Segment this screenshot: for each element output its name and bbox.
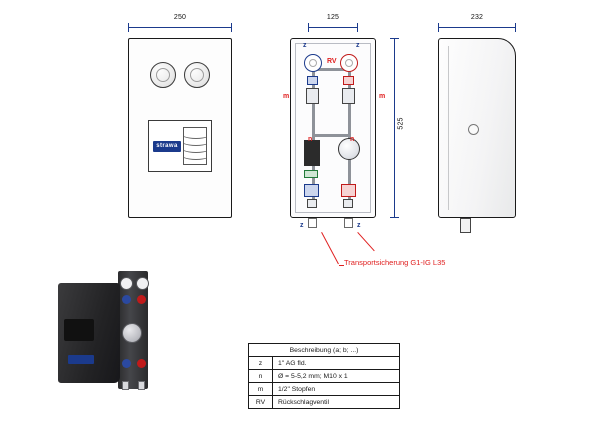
legend-caption: Beschreibung (a; b; ...) (249, 344, 399, 357)
gauge-red-icon (340, 54, 358, 72)
label-m-left: m (283, 93, 290, 100)
photo-gauge-right-icon (136, 277, 149, 290)
gauge-blue-icon (304, 54, 322, 72)
fitting-green (304, 170, 318, 178)
fitting-right-lower (343, 199, 353, 208)
fitting-left-lower (307, 199, 317, 208)
table-row (249, 357, 399, 370)
callout-leader-right (357, 232, 374, 251)
label-z-top-right: z (356, 42, 360, 49)
table-row (249, 370, 399, 383)
label-z-bottom-left: z (300, 222, 304, 229)
callout-leader-left (321, 232, 339, 264)
display-screen (183, 127, 207, 165)
callout-text: Transportsicherung G1-IG L35 (344, 258, 446, 267)
side-view-port-icon (468, 124, 479, 135)
valve-blue-top (307, 76, 318, 85)
legend-key: n (249, 370, 273, 382)
dimension-height-line (394, 38, 395, 218)
label-n-left: n (308, 136, 313, 143)
legend-key: m (249, 383, 273, 395)
brand-logo: strawa (153, 141, 181, 152)
valve-red-top (343, 76, 354, 85)
dimension-height (390, 117, 412, 130)
dimension-height-label: 525 (397, 117, 405, 130)
photo-stub-right (138, 381, 145, 390)
photo-pump-icon (122, 323, 142, 343)
dimension-mid-width-label: 125 (326, 14, 340, 21)
pump-icon (338, 138, 360, 160)
dimension-mid-width (308, 14, 358, 21)
dimension-front-width-label: 250 (173, 14, 187, 21)
side-view (438, 38, 516, 218)
legend-desc: 1" AG fld. (278, 359, 307, 367)
dimension-side-width-line (438, 27, 516, 28)
label-z-bottom-right: z (357, 222, 361, 229)
photo-insulation-shell (58, 283, 120, 383)
dimension-mid-width-line (308, 27, 358, 28)
product-photo (58, 265, 188, 390)
legend-key: z (249, 357, 273, 369)
internal-view (290, 38, 376, 218)
front-view (128, 38, 232, 218)
label-n-right: n (350, 136, 355, 143)
photo-valve-blue-lower (122, 359, 131, 368)
photo-valve-blue (122, 295, 131, 304)
legend-desc: Ø = 5-5,2 mm; M10 x 1 (278, 372, 348, 380)
dimension-height-tick-top (390, 38, 399, 39)
dimension-front-width (128, 14, 232, 21)
photo-shell-cutout (64, 319, 94, 341)
dimension-front-tick-right (231, 23, 232, 32)
pipe-mid-cross (312, 134, 351, 137)
knob-left-icon (150, 62, 176, 88)
table-row (249, 383, 399, 396)
legend-table (248, 343, 400, 409)
valve-blue-bottom (304, 184, 319, 197)
dimension-height-tick-bottom (390, 217, 399, 218)
dimension-mid-tick-right (357, 23, 358, 32)
photo-stub-left (122, 381, 129, 390)
label-z-top-left: z (303, 42, 307, 49)
side-view-crease (448, 46, 449, 210)
photo-valve-red (137, 295, 146, 304)
dimension-side-width-label: 232 (470, 14, 484, 21)
dimension-side-tick-left (438, 23, 439, 32)
dimension-mid-tick-left (308, 23, 309, 32)
connection-stub-right (344, 218, 353, 228)
dimension-side-tick-right (515, 23, 516, 32)
connection-stub-left (308, 218, 317, 228)
fitting-left-upper (306, 88, 319, 104)
valve-red-bottom (341, 184, 356, 197)
fitting-right-upper (342, 88, 355, 104)
legend-desc: Rückschlagventil (278, 398, 329, 406)
photo-valve-red-lower (137, 359, 146, 368)
label-m-right: m (379, 93, 386, 100)
dimension-front-width-line (128, 27, 232, 28)
table-row (249, 396, 399, 408)
legend-desc: 1/2" Stopfen (278, 385, 316, 393)
control-panel (148, 120, 212, 172)
photo-gauge-left-icon (120, 277, 133, 290)
dimension-front-tick-left (128, 23, 129, 32)
legend-key: RV (249, 396, 273, 408)
dimension-side-width (438, 14, 516, 21)
flow-meter-block (304, 140, 320, 166)
knob-right-icon (184, 62, 210, 88)
label-rv: RV (327, 58, 337, 65)
side-view-connection-stub (460, 218, 471, 233)
photo-brand-tag (68, 355, 94, 364)
